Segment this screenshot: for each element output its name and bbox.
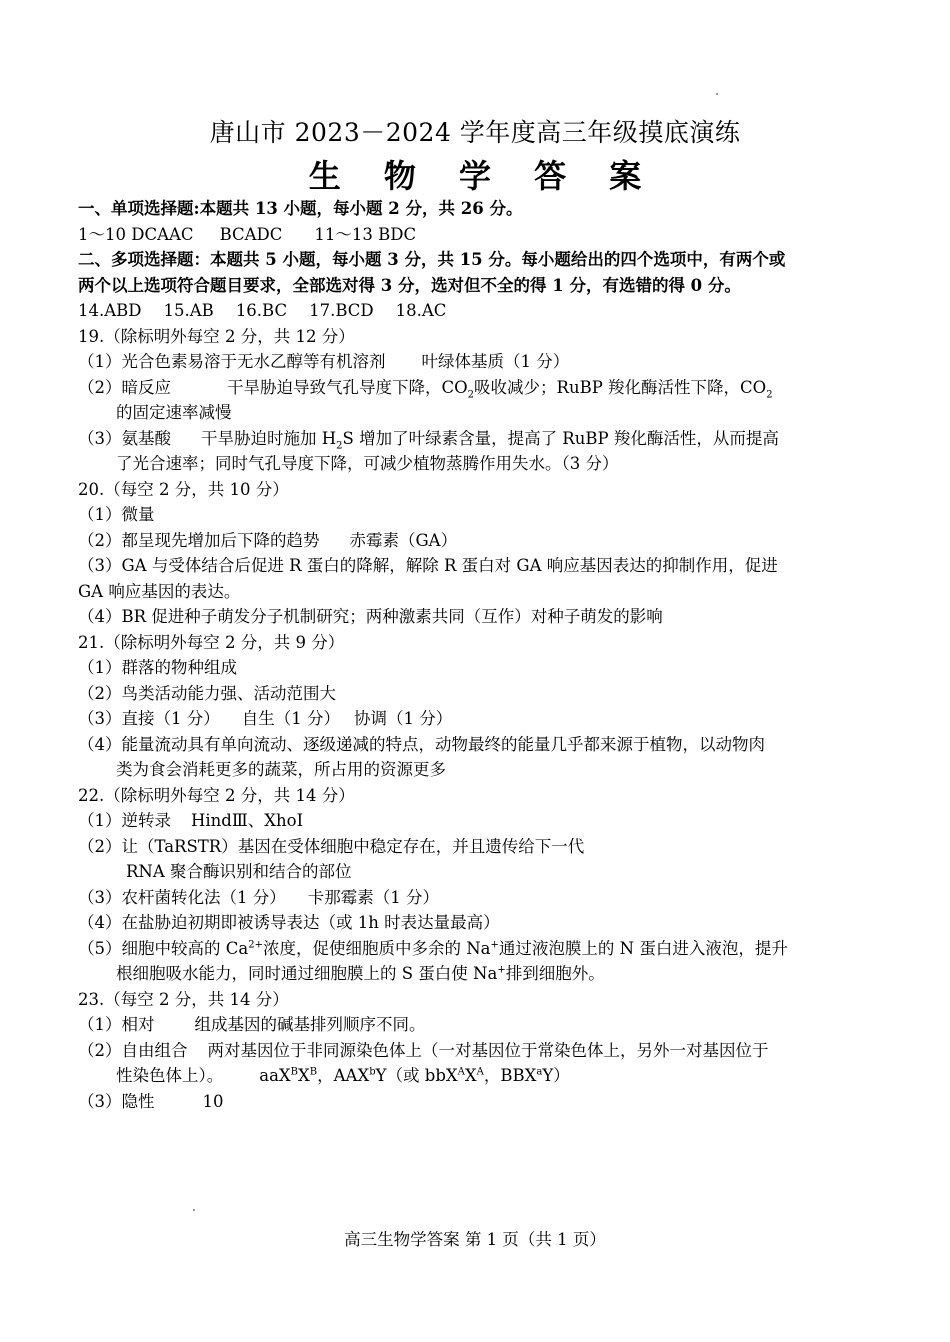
q21-part4: （4）能量流动具有单向流动、逐级递减的特点，动物最终的能量几乎都来源于植物，以动物肉 [78, 734, 765, 754]
q22-part5: （5）细胞中较高的 $Ca^{2+}$浓度，促使细胞质中多余的 Na+通过液泡膜上的 N 蛋白进入液泡，提升 [78, 938, 788, 958]
q21-part3: （3）直接（1 分） 自生（1 分） 协调（1 分） [78, 709, 453, 728]
q21-header: 21.（除标明外每空 2 分，共 9 分） [78, 632, 345, 652]
scan-dot [193, 1209, 195, 1211]
page-title: 唐山市 2023－2024 学年度高三年级摸底演练 [209, 118, 741, 147]
scan-dot [716, 93, 718, 95]
q23-part2: （2）自由组合 两对基因位于非同源染色体上（一对基因位于常染色体上，另外一对基因位于 [78, 1040, 769, 1060]
q20-part3: （3）GA 与受体结合后促进 R 蛋白的降解，解除 R 蛋白对 GA 响应基因表达的抑制作用，促进 [78, 556, 778, 575]
section2-heading-line1: 二、多项选择题：本题共 5 小题，每小题 3 分，共 15 分。每小题给出的四个选项中，有两个或 [78, 250, 786, 269]
section2-answers [78, 298, 878, 324]
q23-part2-cont: 性染色体上）。 $aaX^BX^B$，AAX$^b$Y（或 $bbX^AX^A$，BBX$^a$Y） [116, 1066, 570, 1085]
section2-heading-line2: 两个以上选项符合题目要求，全部选对得 3 分，选对但不全的得 1 分，有选错的得 0 分。 [78, 275, 741, 295]
page-subtitle: 生 物 学 答 案 [308, 157, 658, 195]
q20-part4: （4）BR 促进种子萌发分子机制研究；两种激素共同（互作）对种子萌发的影响 [78, 607, 663, 626]
q19-part1: （1）光合色素易溶于无水乙醇等有机溶剂 叶绿体基质（1 分） [78, 352, 570, 371]
q20-part1: （1）微量 [78, 505, 155, 524]
q19-part2-cont: 的固定速率减慢 [116, 403, 232, 422]
answer-15: 15.AB [163, 301, 214, 320]
q19-part3-cont: 了光合速率；同时气孔导度下降，可减少植物蒸腾作用失水。（3 分） [116, 454, 619, 473]
q22-part3: （3）农杆菌转化法（1 分） 卡那霉素（1 分） [78, 887, 439, 907]
answer-content [78, 196, 878, 1114]
q20-part2: （2）都呈现先增加后下降的趋势 赤霉素（GA） [78, 530, 458, 550]
q23-header: 23.（每空 2 分，共 14 分） [78, 989, 289, 1009]
q21-part1: （1）群落的物种组成 [78, 658, 237, 677]
q22-part5-cont: 根细胞吸水能力，同时通过细胞膜上的 S 蛋白使 Na+排到细胞外。 [116, 964, 605, 983]
q20-part3-cont: GA 响应基因的表达。 [78, 581, 241, 601]
answer-14: 14.ABD [78, 301, 142, 320]
section1-answers [78, 222, 878, 248]
q21-part2: （2）鸟类活动能力强、活动范围大 [78, 683, 336, 703]
q21-part4-cont: 类为食会消耗更多的蔬菜，所占用的资源更多 [116, 760, 446, 779]
q22-part2: （2）让（TaRSTR）基因在受体细胞中稳定存在，并且遗传给下一代 [78, 836, 585, 856]
answer-18: 18.AC [395, 301, 447, 320]
q20-header: 20.（每空 2 分，共 10 分） [78, 479, 289, 499]
q23-genotypes: $aaX^BX^B$，AAX$^b$Y（或 $bbX^AX^A$，BBX$^a$Y） [259, 1066, 570, 1085]
answer-16: 16.BC [235, 301, 288, 320]
q23-part3: （3）隐性 10 [78, 1091, 224, 1111]
answers-11-13: 11～13 BDC [314, 224, 417, 244]
q22-header: 22.（除标明外每空 2 分，共 14 分） [78, 785, 355, 805]
answers-6-10: BCADC [219, 224, 283, 244]
q19-part3: （3）氨基酸 干旱胁迫时施加 $H_2S$ 增加了叶绿素含量，提高了 RuBP 羧化酶活性，从而提高 [78, 428, 779, 451]
q22-part1: （1）逆转录 HindⅢ、XhoI [78, 811, 304, 830]
q19-part2: （2）暗反应 干旱胁迫导致气孔导度下降，$CO_2$吸收减少；RuBP 羧化酶活性下降，$CO_2$ [78, 377, 773, 400]
q19-header: 19.（除标明外每空 2 分，共 12 分） [78, 326, 355, 346]
q22-part2-cont: RNA 聚合酶识别和结合的部位 [126, 862, 352, 881]
answers-1-10: 1～10 DCAAC [78, 224, 194, 244]
page-footer: 高三生物学答案 第 1 页（共 1 页） [344, 1230, 606, 1249]
q22-part4: （4）在盐胁迫初期即被诱导表达（或 1h 时表达量最高） [78, 913, 500, 932]
q23-part1: （1）相对 组成基因的碱基排列顺序不同。 [78, 1015, 426, 1034]
section1-heading: 一、单项选择题:本题共 13 小题，每小题 2 分，共 26 分。 [78, 199, 523, 218]
answer-17: 17.BCD [309, 301, 374, 320]
